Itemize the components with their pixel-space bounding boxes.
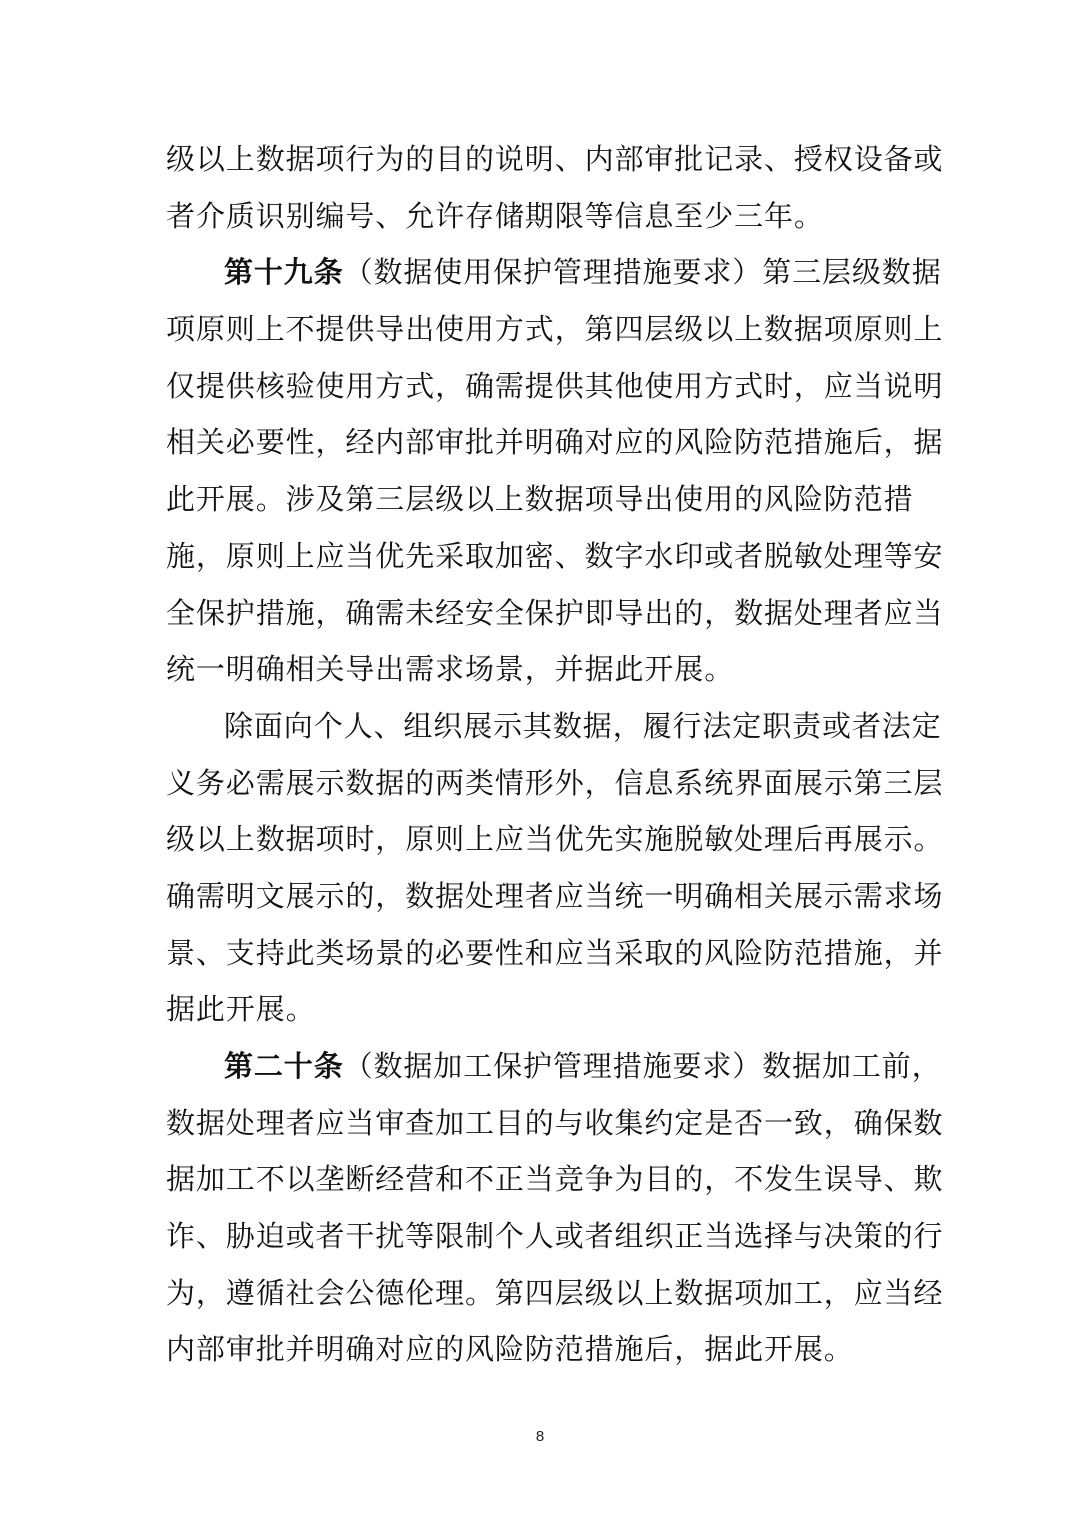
text-line: 全保护措施，确需未经安全保护即导出的，数据处理者应当	[166, 595, 944, 630]
text-line: 为，遵循社会公德伦理。第四层级以上数据项加工，应当经	[166, 1275, 944, 1310]
text-line: 据此开展。	[166, 992, 316, 1027]
text-line: 诈、胁迫或者干扰等限制个人或者组织正当选择与决策的行	[166, 1219, 944, 1254]
page-number: 8	[535, 1428, 545, 1445]
text-line: 统一明确相关导出需求场景，并据此开展。	[166, 652, 735, 687]
article-20-first-line	[166, 1038, 942, 1095]
text-line: 者介质识别编号、允许存储期限等信息至少三年。	[166, 198, 824, 233]
article-20-heading: 第二十条	[224, 1049, 344, 1083]
text-line: 确需明文展示的，数据处理者应当统一明确相关展示需求场	[166, 878, 944, 913]
text-line: 仅提供核验使用方式，确需提供其他使用方式时，应当说明	[166, 368, 944, 403]
text-line: 项原则上不提供导出使用方式，第四层级以上数据项原则上	[166, 312, 944, 347]
article-20-title: （数据加工保护管理措施要求）数据加工前，	[343, 1049, 942, 1083]
paragraph-first-line: 除面向个人、组织展示其数据，履行法定职责或者法定	[224, 708, 942, 743]
text-line: 义务必需展示数据的两类情形外，信息系统界面展示第三层	[166, 765, 944, 800]
text-line: 级以上数据项时，原则上应当优先实施脱敏处理后再展示。	[166, 822, 944, 857]
text-line: 此开展。涉及第三层级以上数据项导出使用的风险防范措	[166, 482, 914, 517]
article-19-heading: 第十九条	[224, 255, 344, 290]
text-line: 级以上数据项行为的目的说明、内部审批记录、授权设备或	[166, 142, 944, 176]
text-line: 相关必要性，经内部审批并明确对应的风险防范措施后，据	[166, 425, 944, 460]
article-19-first-line	[166, 244, 942, 301]
text-line: 数据处理者应当审查加工目的与收集约定是否一致，确保数	[166, 1105, 944, 1140]
text-line: 景、支持此类场景的必要性和应当采取的风险防范措施，并	[166, 935, 944, 970]
text-line: 据加工不以垄断经营和不正当竞争为目的，不发生误导、欺	[166, 1162, 944, 1197]
article-19-title: （数据使用保护管理措施要求）第三层级数据	[343, 255, 942, 290]
text-line: 施，原则上应当优先采取加密、数字水印或者脱敏处理等安	[166, 538, 944, 573]
body-text	[166, 131, 944, 1378]
text-line: 内部审批并明确对应的风险防范措施后，据此开展。	[166, 1332, 854, 1367]
